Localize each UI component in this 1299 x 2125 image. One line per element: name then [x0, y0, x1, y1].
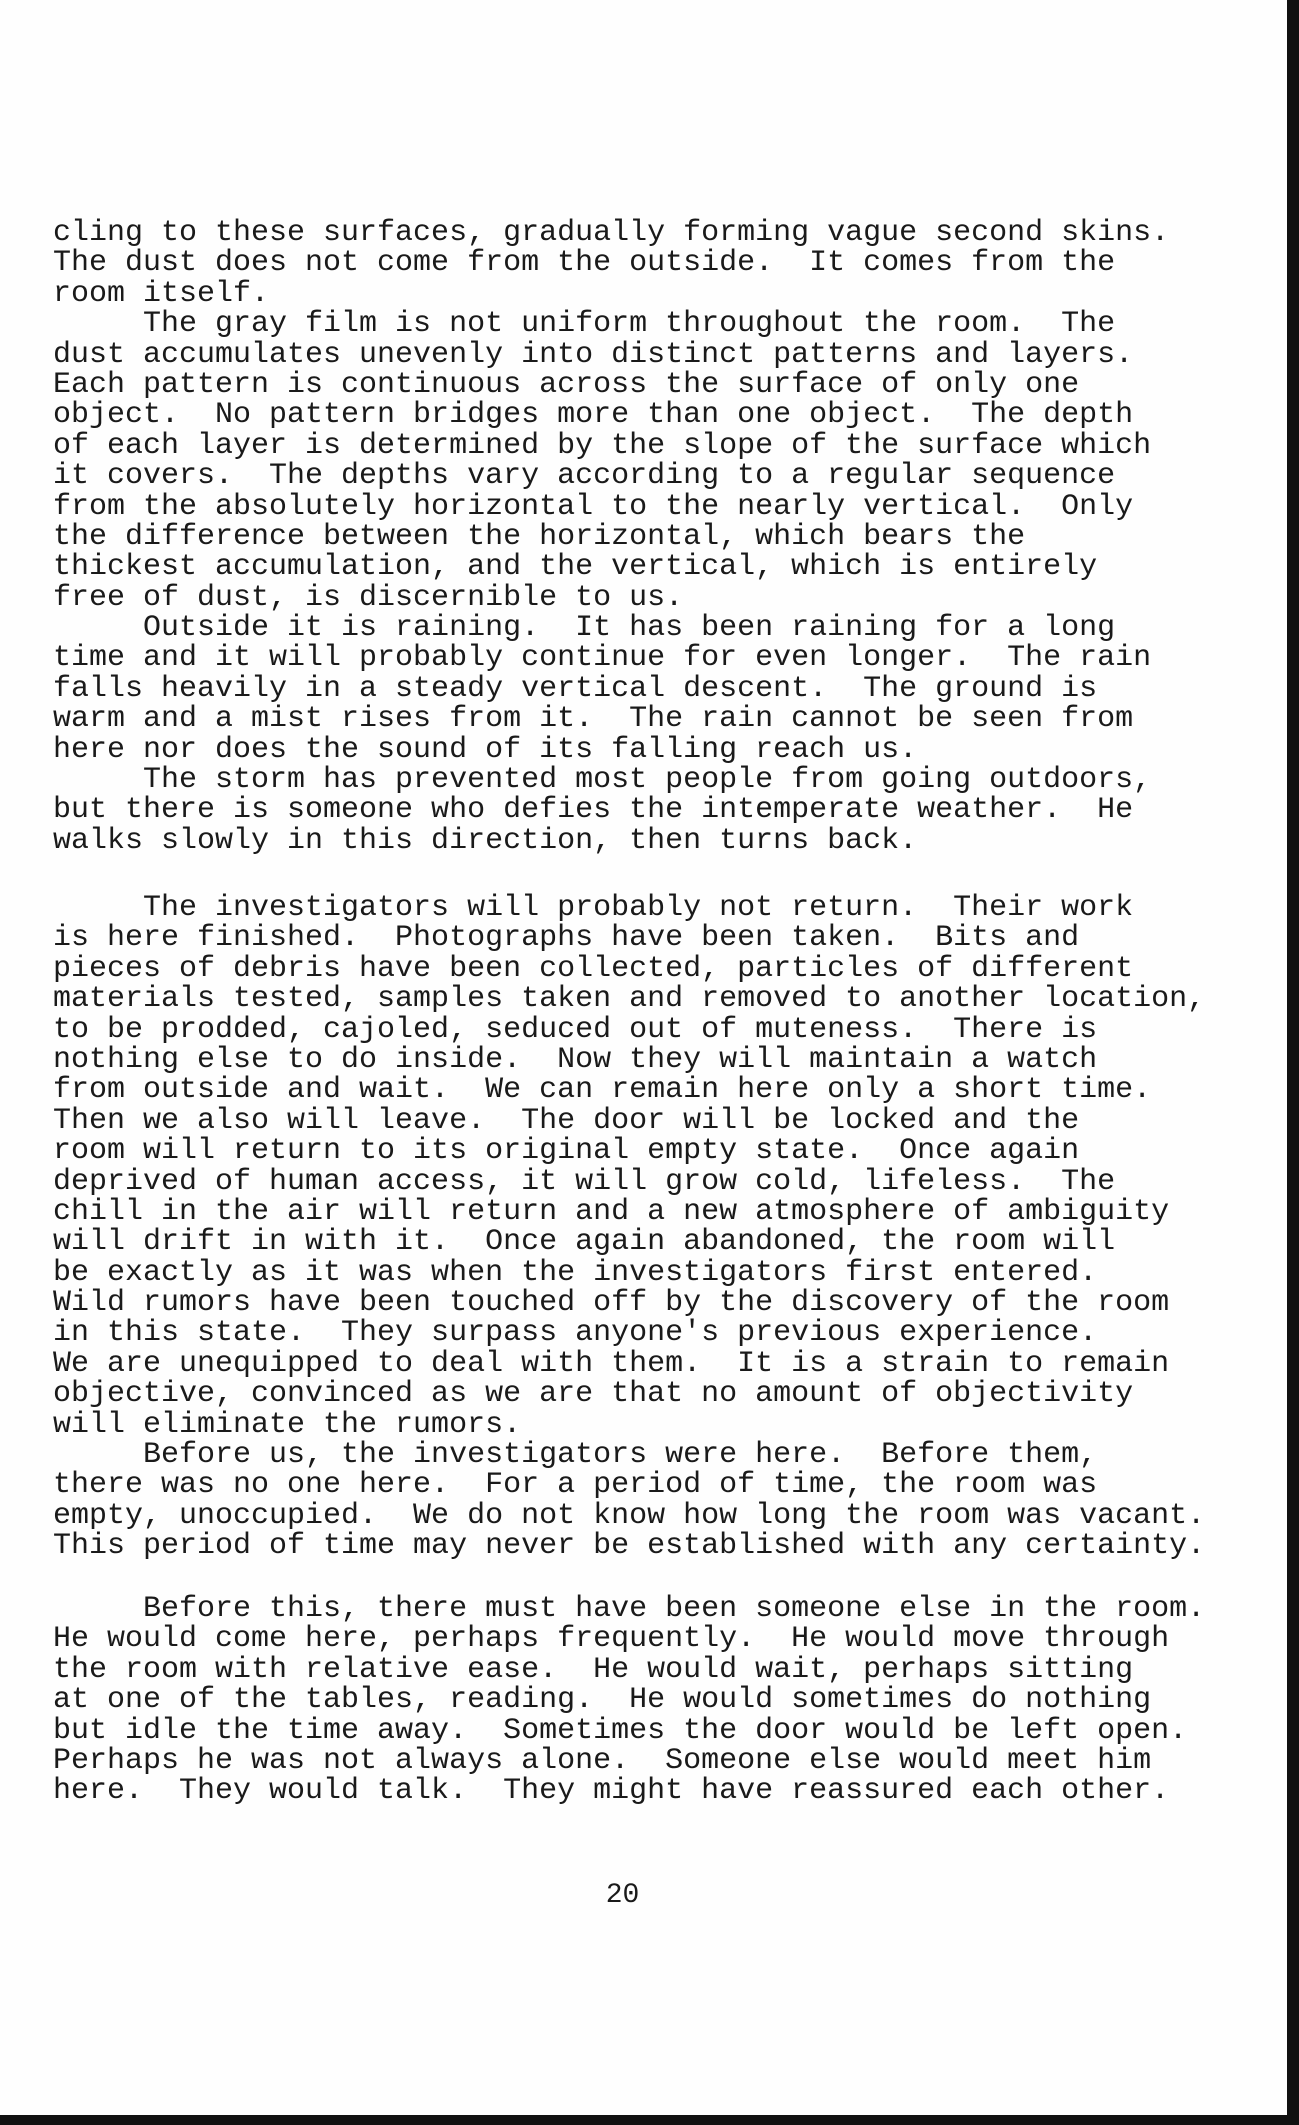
text-line: the difference between the horizontal, which bears the — [53, 519, 1026, 554]
text-line: at one of the tables, reading. He would sometimes do nothing — [53, 1683, 1152, 1718]
text-line: to be prodded, cajoled, seduced out of muteness. There is — [53, 1012, 1098, 1047]
text-line: walks slowly in this direction, then turns back. — [53, 823, 918, 858]
text-line: materials tested, samples taken and removed to another location, — [53, 982, 1206, 1017]
text-line: pieces of debris have been collected, particles of different — [53, 951, 1134, 986]
page-number: 20 — [605, 1880, 640, 1911]
text-line: here nor does the sound of its falling reach us. — [53, 732, 918, 767]
text-line: cling to these surfaces, gradually forming vague second skins. — [53, 216, 1170, 250]
text-line: time and it will probably continue for even longer. The rain — [53, 641, 1152, 676]
text-line: Before this, there must have been someone else in the room. — [53, 1592, 1206, 1626]
text-line: room itself. — [53, 276, 270, 311]
text-line: will eliminate the rumors. — [53, 1407, 522, 1442]
text-line: here. They would talk. They might have reassured each other. — [53, 1774, 1170, 1809]
text-line: Wild rumors have been touched off by the discovery of the room — [53, 1286, 1170, 1321]
scan-border-bottom — [0, 2115, 1299, 2125]
text-line: object. No pattern bridges more than one object. The depth — [53, 398, 1134, 433]
text-line: deprived of human access, it will grow cold, lifeless. The — [53, 1164, 1116, 1199]
text-line: thickest accumulation, and the vertical, which is entirely — [53, 550, 1098, 585]
text-line: but there is someone who defies the intemperate weather. He — [53, 793, 1134, 828]
text-line: nothing else to do inside. Now they will maintain a watch — [53, 1042, 1098, 1077]
paragraph-block — [53, 1594, 1253, 1807]
paragraph-block — [53, 218, 1253, 856]
text-line: chill in the air will return and a new atmosphere of ambiguity — [53, 1194, 1170, 1229]
paragraph-block — [53, 893, 1253, 1562]
text-line: We are unequipped to deal with them. It is a strain to remain — [53, 1346, 1170, 1381]
text-line: objective, convinced as we are that no amount of objectivity — [53, 1377, 1134, 1412]
text-line: the room with relative ease. He would wait, perhaps sitting — [53, 1652, 1134, 1687]
text-line: The gray film is not uniform throughout the room. The — [53, 307, 1116, 342]
text-line: The storm has prevented most people from going outdoors, — [53, 763, 1152, 798]
text-line: there was no one here. For a period of time, the room was — [53, 1468, 1098, 1503]
text-line: but idle the time away. Sometimes the door would be left open. — [53, 1713, 1188, 1748]
text-line: will drift in with it. Once again abandoned, the room will — [53, 1225, 1116, 1260]
text-line: of each layer is determined by the slope of the surface which — [53, 428, 1152, 463]
text-line: be exactly as it was when the investigators first entered. — [53, 1255, 1098, 1290]
text-line: is here finished. Photographs have been taken. Bits and — [53, 921, 1080, 956]
text-line: free of dust, is discernible to us. — [53, 580, 684, 615]
text-line: it covers. The depths vary according to a regular sequence — [53, 459, 1116, 494]
text-line: dust accumulates unevenly into distinct patterns and layers. — [53, 337, 1134, 372]
text-line: from outside and wait. We can remain here only a short time. — [53, 1073, 1152, 1108]
text-line: This period of time may never be established with any certainty. — [53, 1529, 1206, 1564]
text-line: Then we also will leave. The door will be locked and the — [53, 1103, 1080, 1138]
text-line: in this state. They surpass anyone's previous experience. — [53, 1316, 1098, 1351]
text-line: from the absolutely horizontal to the nearly vertical. Only — [53, 489, 1134, 524]
text-line: falls heavily in a steady vertical descent. The ground is — [53, 671, 1098, 706]
text-line: Each pattern is continuous across the surface of only one — [53, 367, 1080, 402]
text-line: The investigators will probably not return. Their work — [53, 891, 1134, 925]
text-line: empty, unoccupied. We do not know how long the room was vacant. — [53, 1498, 1206, 1533]
text-line: He would come here, perhaps frequently. He would move through — [53, 1622, 1170, 1657]
scan-border-right — [1287, 0, 1299, 2125]
text-line: Before us, the investigators were here. Before them, — [53, 1438, 1098, 1473]
text-line: Perhaps he was not always alone. Someone else would meet him — [53, 1743, 1152, 1778]
text-line: room will return to its original empty state. Once again — [53, 1134, 1080, 1169]
text-line: warm and a mist rises from it. The rain cannot be seen from — [53, 702, 1134, 737]
text-line: Outside it is raining. It has been raining for a long — [53, 611, 1116, 646]
text-line: The dust does not come from the outside. It comes from the — [53, 246, 1116, 281]
